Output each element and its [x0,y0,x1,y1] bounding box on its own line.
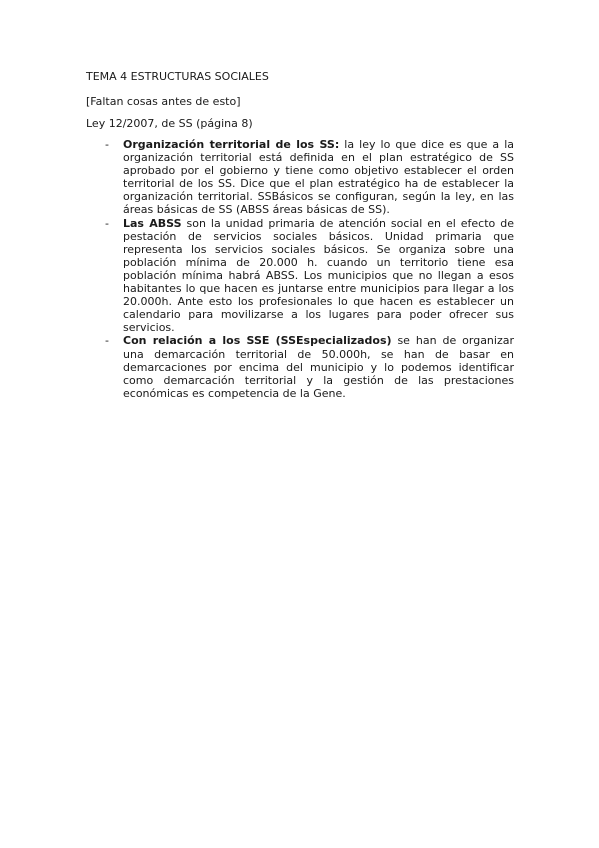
bullet-list [86,138,514,400]
missing-content-note: [Faltan cosas antes de esto] [86,95,241,108]
dash-bullet: - [105,216,109,230]
dash-bullet: - [105,334,109,348]
list-item [86,217,514,335]
dash-bullet: - [105,138,109,151]
list-item-text [123,334,514,399]
item-body: la ley lo que dice es que a la organización territorial está definida en el plan estratégico de SS aprobado por el gobierno y tiene como objetivo establecer el orden territorial de los SS. Dice que el plan estratégico ha de establecer la organización territorial. SSBásicos se configuran, según la ley, en las áreas básicas de SS (ABSS áreas básicas de SS). [123,138,514,217]
item-body: se han de organizar una demarcación territorial de 50.000h, se han de basar en demarcaciones por encima del municipio y lo podemos identificar como demarcación territorial y la gestión de las prestaciones económicas es competencia de la Gene. [123,334,514,400]
item-lead: Con relación a los SSE (SSEspecializados) [123,334,392,348]
list-item [86,138,514,217]
item-lead: Organización territorial de los SS: [123,138,340,151]
list-item [86,334,514,399]
list-item-text [123,217,514,335]
law-reference: Ley 12/2007, de SS (página 8) [86,117,253,130]
item-lead: Las ABSS [123,216,182,230]
item-body: son la unidad primaria de atención social en el efecto de pestación de servicios sociales básicos. Unidad primaria que representa los servicios sociales básicos. Se organiza sobre una población mínima de 20.000 h. cuando un territorio tiene esa población mínima habrá ABSS. Los municipios que no llegan a esos habitantes lo que hacen es juntarse entre municipios para llegar a los 20.000h. Ante esto los profesionales lo que hacen es establecer un calendario para movilizarse a los lugares para poder ofrecer sus servicios. [123,216,514,335]
document-heading: TEMA 4 ESTRUCTURAS SOCIALES [86,70,269,83]
list-item-text [123,138,514,217]
